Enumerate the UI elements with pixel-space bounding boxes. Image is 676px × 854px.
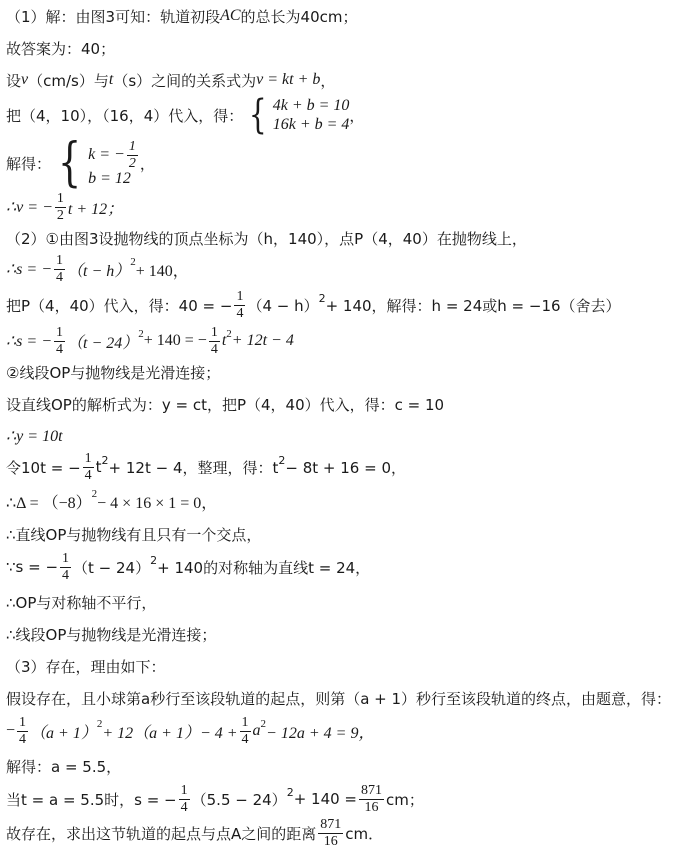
text: （t − 24）: [73, 558, 151, 577]
text: t: [95, 458, 102, 476]
text: + 12（a + 1）− 4 +: [102, 724, 238, 742]
text: ，: [139, 154, 155, 173]
equation-1: 4k + b = 10: [272, 96, 350, 114]
text: （s）之间的关系式为: [113, 71, 257, 90]
numerator: 1: [56, 252, 63, 268]
text: 当t = a = 5.5时，s = −: [6, 790, 177, 809]
line-smooth-connection: [6, 622, 672, 646]
exponent: 2: [101, 453, 109, 467]
text: + 12t − 4: [231, 332, 294, 349]
fraction: [54, 254, 65, 285]
math-v: v: [21, 71, 29, 88]
fraction: [127, 140, 138, 171]
line-part1-answer: [6, 4, 672, 28]
numerator: 1: [236, 288, 244, 304]
text: 令10t = −: [6, 458, 81, 477]
denominator: 4: [84, 467, 92, 483]
numerator: 1: [128, 138, 136, 154]
line-equation-a: [6, 714, 672, 748]
text: ∴v = −: [6, 199, 53, 216]
denominator: 4: [236, 305, 244, 321]
line-substitute-system: [6, 94, 672, 136]
denominator: 2: [128, 155, 136, 171]
text: ，: [349, 106, 365, 125]
numerator: 1: [62, 550, 70, 566]
text: （t − 24）: [67, 334, 139, 352]
line-one-intersection: [6, 522, 672, 546]
text: 解得：: [6, 154, 52, 173]
text: ②线段OP与抛物线是光滑连接；: [6, 363, 221, 382]
denominator: 2: [56, 207, 64, 223]
text: + 140 =: [293, 790, 357, 808]
line-v-formula: [6, 190, 672, 224]
line-y-10t: [6, 424, 672, 448]
line-set-relation: [6, 68, 672, 92]
text: + 140 = −: [143, 332, 207, 349]
denominator: 4: [62, 567, 70, 583]
text: ∴直线OP与抛物线有且只有一个交点，: [6, 525, 262, 544]
line-solve-a: [6, 754, 672, 778]
exponent: 2: [260, 718, 267, 730]
equation-2: 16k + b = 4: [272, 116, 350, 133]
text: − 12a + 4 = 9，: [266, 724, 375, 742]
denominator: 4: [19, 731, 27, 747]
exponent: 2: [96, 718, 103, 730]
line-compute-s: [6, 782, 672, 816]
numerator: 1: [241, 714, 249, 730]
text: 假设存在，且小球第a秒行至该段轨道的起点，则第（a + 1）秒行至该段轨道的终点，由题意，得：: [6, 689, 672, 708]
text: + 140，: [135, 262, 189, 280]
text: ∴OP与对称轴不平行，: [6, 593, 157, 612]
fraction: [179, 784, 190, 815]
text: （t − h）: [67, 262, 131, 280]
numerator: 1: [56, 190, 64, 206]
text: 设: [6, 71, 22, 90]
fraction: [318, 818, 343, 849]
text: cm；: [386, 790, 424, 809]
text: 故存在，求出这节轨道的起点与点A之间的距离: [6, 824, 317, 843]
text: k = −: [88, 146, 125, 163]
text: ∵s = −: [6, 558, 59, 576]
denominator: 4: [180, 799, 188, 815]
exponent: 2: [150, 553, 158, 567]
math-t: t: [108, 71, 114, 88]
numerator: 1: [56, 324, 63, 340]
denominator: 16: [364, 799, 379, 815]
text: （1）解：由图3可知：轨道初段: [6, 7, 221, 26]
numerator: 871: [361, 782, 382, 798]
text: ∴y = 10t: [6, 428, 63, 445]
exponent: 2: [138, 328, 144, 340]
denominator: 16: [323, 833, 338, 849]
text: a: [252, 722, 261, 739]
fraction: [240, 716, 251, 747]
solution-system: [88, 140, 140, 187]
numerator: 871: [320, 816, 342, 832]
fraction: [60, 552, 71, 583]
fraction: [209, 326, 220, 357]
denominator: 4: [210, 341, 218, 357]
numerator: 1: [180, 782, 188, 798]
fraction: [17, 716, 28, 747]
text: + 140的对称轴为直线t = 24，: [157, 558, 371, 577]
left-brace: {: [249, 92, 267, 138]
line-not-parallel: [6, 590, 672, 614]
line-part2-vertex: [6, 226, 672, 250]
text: ∴s = −: [6, 333, 52, 350]
exponent: 2: [286, 785, 294, 799]
line-solution-system: [6, 134, 672, 192]
line-solve-h: [6, 288, 672, 322]
line-assume-exists: [6, 686, 672, 710]
exponent: 2: [278, 453, 286, 467]
line-conclusion: [6, 816, 672, 850]
math-equation: v = kt + b: [256, 71, 321, 88]
line-s-expanded: [6, 324, 672, 358]
left-brace: {: [57, 133, 82, 193]
line-symmetry-axis: [6, 550, 672, 584]
text: t: [221, 332, 227, 349]
fraction: [83, 452, 94, 483]
exponent: 2: [91, 488, 98, 500]
line-op-equation: [6, 392, 672, 416]
text: 故答案为：40；: [6, 39, 116, 58]
text: 设直线OP的解析式为：y = ct，把P（4，40）代入，得：c = 10: [6, 395, 445, 414]
numerator: 1: [210, 324, 218, 340]
fraction: [234, 290, 245, 321]
text: （cm/s）与: [28, 71, 109, 90]
text: 解得：a = 5.5，: [6, 757, 122, 776]
text: 把（4，10），（16，4）代入，得：: [6, 106, 244, 125]
math-ac: AC: [220, 7, 241, 24]
text: t + 12；: [67, 200, 124, 218]
equation-system: [273, 96, 350, 134]
line-answer-40: [6, 36, 672, 60]
text: − 8t + 16 = 0，: [285, 458, 406, 477]
text: ∴线段OP与抛物线是光滑连接；: [6, 625, 217, 644]
text: （a + 1）: [30, 724, 97, 742]
text: ∴s = −: [6, 261, 52, 278]
numerator: 1: [84, 450, 92, 466]
denominator: 4: [56, 269, 63, 285]
numerator: 1: [19, 714, 27, 730]
fraction: [55, 192, 66, 223]
line-op-smooth: [6, 360, 672, 384]
line-part3-exists: [6, 654, 672, 678]
line-s-vertex-form: [6, 252, 672, 286]
text: + 140，解得：h = 24或h = −16（舍去）: [325, 296, 621, 315]
text: ∴Δ = （−8）: [6, 494, 92, 512]
exponent: 2: [130, 256, 136, 268]
text: 的总长为40cm；: [240, 7, 358, 26]
text: − 4 × 16 × 1 = 0，: [97, 494, 218, 512]
solution-k: [88, 140, 140, 171]
denominator: 4: [241, 731, 249, 747]
fraction: [54, 326, 65, 357]
text: （4 − h）: [247, 296, 319, 315]
text: （5.5 − 24）: [191, 790, 287, 809]
line-discriminant: [6, 488, 672, 514]
exponent: 2: [318, 291, 326, 305]
text: 把P（4，40）代入，得：40 = −: [6, 296, 233, 315]
text: （3）存在，理由如下：: [6, 657, 166, 676]
text: cm．: [345, 824, 384, 843]
denominator: 4: [56, 341, 63, 357]
text: ，: [320, 71, 336, 90]
exponent: 2: [226, 328, 232, 340]
text: −: [6, 722, 16, 739]
text: + 12t − 4，整理，得：t: [108, 458, 279, 477]
line-set-equal: [6, 450, 672, 484]
solution-b: b = 12: [88, 169, 131, 187]
text: （2）①由图3设抛物线的顶点坐标为（h，140），点P（4，40）在抛物线上，: [6, 229, 527, 248]
fraction: [359, 784, 384, 815]
